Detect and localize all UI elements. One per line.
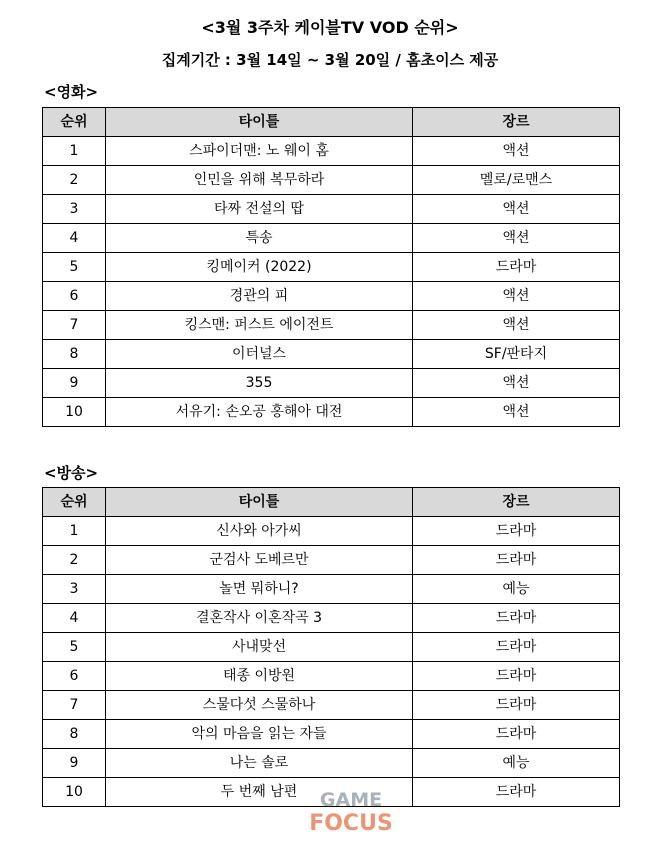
rank-cell: 7 (43, 311, 106, 340)
rank-cell: 5 (43, 633, 106, 662)
watermark-text-focus: FOCUS (309, 811, 393, 834)
table-row (43, 369, 620, 398)
genre-cell: 드라마 (413, 633, 620, 662)
rank-cell: 4 (43, 604, 106, 633)
rank-cell: 8 (43, 720, 106, 749)
genre-cell: 액션 (413, 224, 620, 253)
rank-cell: 5 (43, 253, 106, 282)
rank-cell: 9 (43, 369, 106, 398)
section-label-movie: <영화> (44, 83, 99, 101)
title-cell: 스파이더맨: 노 웨이 홈 (106, 137, 413, 166)
table-row (43, 166, 620, 195)
table-row (43, 340, 620, 369)
rank-cell: 10 (43, 398, 106, 427)
title-cell: 서유기: 손오공 홍해아 대전 (106, 398, 413, 427)
genre-cell: 액션 (413, 369, 620, 398)
page-title: <3월 3주차 케이블TV VOD 순위> (201, 18, 459, 37)
table-row (43, 282, 620, 311)
table-row (43, 546, 620, 575)
title-cell: 355 (106, 369, 413, 398)
rank-cell: 7 (43, 691, 106, 720)
tv-table-body (43, 517, 620, 807)
genre-cell: SF/판타지 (413, 340, 620, 369)
genre-cell: 멜로/로맨스 (413, 166, 620, 195)
movie-ranking-table (42, 107, 620, 427)
column-header-genre: 장르 (413, 488, 620, 517)
column-header-title: 타이틀 (106, 488, 413, 517)
title-cell: 경관의 피 (106, 282, 413, 311)
table-row (43, 778, 620, 807)
title-cell: 놀면 뭐하니? (106, 575, 413, 604)
title-cell: 두 번째 남편 (106, 778, 413, 807)
movie-table-body (43, 137, 620, 427)
column-header-rank: 순위 (43, 488, 106, 517)
table-header-row (43, 488, 620, 517)
title-cell: 특송 (106, 224, 413, 253)
genre-cell: 액션 (413, 137, 620, 166)
period-subtitle: 집계기간 : 3월 14일 ~ 3월 20일 / 홈초이스 제공 (161, 51, 499, 69)
genre-cell: 예능 (413, 575, 620, 604)
tv-ranking-table (42, 487, 620, 807)
table-row (43, 398, 620, 427)
genre-cell: 액션 (413, 311, 620, 340)
table-row (43, 137, 620, 166)
genre-cell: 드라마 (413, 517, 620, 546)
title-cell: 인민을 위해 복무하라 (106, 166, 413, 195)
genre-cell: 드라마 (413, 546, 620, 575)
column-header-title: 타이틀 (106, 108, 413, 137)
table-row (43, 662, 620, 691)
rank-cell: 3 (43, 195, 106, 224)
genre-cell: 액션 (413, 398, 620, 427)
title-cell: 악의 마음을 읽는 자들 (106, 720, 413, 749)
rank-cell: 8 (43, 340, 106, 369)
title-cell: 타짜 전설의 땁 (106, 195, 413, 224)
title-cell: 사내맞선 (106, 633, 413, 662)
table-header-row (43, 108, 620, 137)
table-row (43, 517, 620, 546)
watermark-text-game: GAME (319, 789, 383, 811)
title-cell: 신사와 아가씨 (106, 517, 413, 546)
genre-cell: 드라마 (413, 604, 620, 633)
genre-cell: 드라마 (413, 720, 620, 749)
table-row (43, 633, 620, 662)
rank-cell: 10 (43, 778, 106, 807)
table-row (43, 195, 620, 224)
genre-cell: 드라마 (413, 691, 620, 720)
column-header-genre: 장르 (413, 108, 620, 137)
rank-cell: 1 (43, 517, 106, 546)
title-cell: 결혼작사 이혼작곡 3 (106, 604, 413, 633)
genre-cell: 드라마 (413, 253, 620, 282)
table-row (43, 749, 620, 778)
table-row (43, 575, 620, 604)
rank-cell: 4 (43, 224, 106, 253)
rank-cell: 2 (43, 166, 106, 195)
rank-cell: 1 (43, 137, 106, 166)
table-row (43, 224, 620, 253)
section-label-tv: <방송> (44, 464, 99, 482)
title-cell: 킹메이커 (2022) (106, 253, 413, 282)
title-cell: 스물다섯 스물하나 (106, 691, 413, 720)
genre-cell: 드라마 (413, 778, 620, 807)
rank-cell: 6 (43, 282, 106, 311)
table-row (43, 720, 620, 749)
title-cell: 나는 솔로 (106, 749, 413, 778)
table-row (43, 604, 620, 633)
table-row (43, 253, 620, 282)
genre-cell: 액션 (413, 195, 620, 224)
genre-cell: 액션 (413, 282, 620, 311)
rank-cell: 9 (43, 749, 106, 778)
genre-cell: 예능 (413, 749, 620, 778)
title-cell: 태종 이방원 (106, 662, 413, 691)
rank-cell: 2 (43, 546, 106, 575)
table-row (43, 691, 620, 720)
title-cell: 군검사 도베르만 (106, 546, 413, 575)
column-header-rank: 순위 (43, 108, 106, 137)
rank-cell: 3 (43, 575, 106, 604)
title-cell: 킹스맨: 퍼스트 에이전트 (106, 311, 413, 340)
title-cell: 이터널스 (106, 340, 413, 369)
table-row (43, 311, 620, 340)
rank-cell: 6 (43, 662, 106, 691)
genre-cell: 드라마 (413, 662, 620, 691)
